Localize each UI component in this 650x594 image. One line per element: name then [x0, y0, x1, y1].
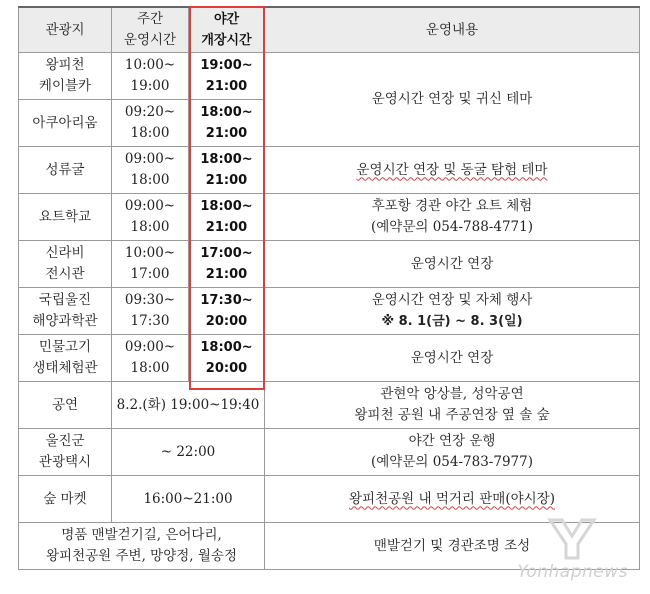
- program-name: 울진군 관광택시: [19, 429, 112, 476]
- day-hours: 09:00~ 18:00: [112, 194, 189, 241]
- table-row: [19, 382, 640, 429]
- day-hours: 10:00~ 17:00: [112, 241, 189, 288]
- header-night-hours: 야간 개장시간: [189, 7, 265, 53]
- table-row: [19, 288, 640, 335]
- night-hours: 18:00~ 21:00: [189, 194, 265, 241]
- header-day-hours: 주간 운영시간: [112, 7, 189, 53]
- table-row: [19, 335, 640, 382]
- day-hours: 09:00~ 18:00: [112, 147, 189, 194]
- content-cell: 운영시간 연장 및 자체 행사 ※ 8. 1(금) ~ 8. 3(일): [265, 288, 640, 335]
- night-hours: 18:00~ 21:00: [189, 147, 265, 194]
- attraction-name: 성류굴: [19, 147, 112, 194]
- program-time: ~ 22:00: [112, 429, 265, 476]
- night-hours: 19:00~ 21:00: [189, 53, 265, 100]
- content-cell: 맨발걷기 및 경관조명 조성: [265, 523, 640, 570]
- schedule-table-wrapper: [18, 6, 640, 582]
- program-location: 명품 맨발걷기길, 은어다리, 왕피천공원 주변, 망양정, 월송정: [19, 523, 265, 570]
- night-hours: 17:30~ 20:00: [189, 288, 265, 335]
- watermark-text: Yonhapnews: [517, 562, 628, 582]
- content-cell: 운영시간 연장: [265, 241, 640, 288]
- header-attraction: 관광지: [19, 7, 112, 53]
- content-cell: 야간 연장 운행 (예약문의 054-783-7977): [265, 429, 640, 476]
- attraction-name: 왕피천 케이블카: [19, 53, 112, 100]
- day-hours: 09:00~ 18:00: [112, 335, 189, 382]
- content-cell: 운영시간 연장: [265, 335, 640, 382]
- header-row: [19, 7, 640, 53]
- table-row: [19, 241, 640, 288]
- yonhap-logo-icon: [542, 516, 602, 562]
- content-cell: 운영시간 연장 및 동굴 탐험 테마: [265, 147, 640, 194]
- day-hours: 09:30~ 17:30: [112, 288, 189, 335]
- content-cell: 관현악 앙상블, 성악공연 왕피천 공원 내 주공연장 옆 솔 숲: [265, 382, 640, 429]
- header-content: 운영내용: [265, 7, 640, 53]
- night-hours: 18:00~ 21:00: [189, 100, 265, 147]
- day-hours: 09:20~ 18:00: [112, 100, 189, 147]
- program-time: 16:00~21:00: [112, 476, 265, 523]
- table-row: [19, 194, 640, 241]
- attraction-name: 신라비 전시관: [19, 241, 112, 288]
- night-hours: 18:00~ 20:00: [189, 335, 265, 382]
- attraction-name: 민물고기 생태체험관: [19, 335, 112, 382]
- table-row: [19, 429, 640, 476]
- night-hours: 17:00~ 21:00: [189, 241, 265, 288]
- table-row: [19, 147, 640, 194]
- program-name: 공연: [19, 382, 112, 429]
- content-cell: 왕피천공원 내 먹거리 판매(야시장): [265, 476, 640, 523]
- attraction-name: 아쿠아리움: [19, 100, 112, 147]
- table-row: [19, 53, 640, 100]
- day-hours: 10:00~ 19:00: [112, 53, 189, 100]
- program-name: 숲 마켓: [19, 476, 112, 523]
- attraction-name: 국립울진 해양과학관: [19, 288, 112, 335]
- schedule-table: [18, 6, 640, 570]
- content-cell: 후포항 경관 야간 요트 체험 (예약문의 054-788-4771): [265, 194, 640, 241]
- program-time: 8.2.(화) 19:00~19:40: [112, 382, 265, 429]
- attraction-name: 요트학교: [19, 194, 112, 241]
- content-cell: 운영시간 연장 및 귀신 테마: [265, 53, 640, 147]
